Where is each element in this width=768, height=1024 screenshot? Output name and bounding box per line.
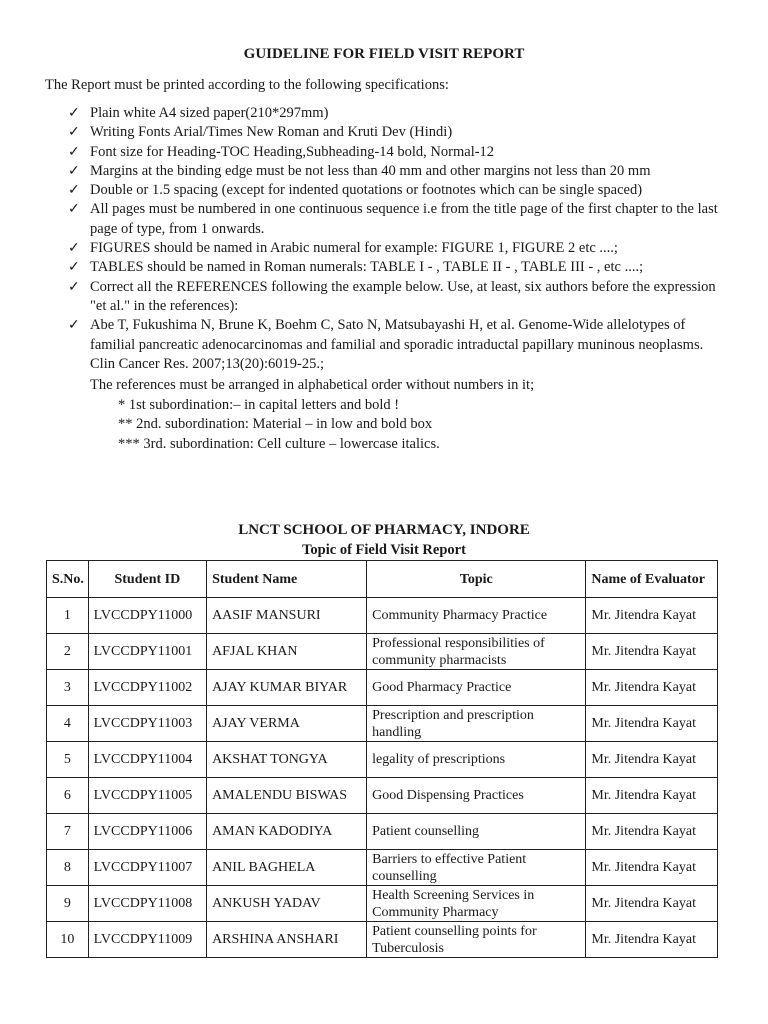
list-item: ✓ Abe T, Fukushima N, Brune K, Boehm C, Sato N, Matsubayashi H, et al. Genome-Wide allelotypes of familial pancreatic adenocarcinomas and familial and sporadic intraductal papillary muninous neoplasms. Clin Cancer Res. 2007;13(20):6019-25.; xyxy=(68,317,704,372)
checkmark-icon: ✓ xyxy=(68,202,80,218)
header-student-id: Student ID xyxy=(88,561,206,598)
cell-sno: 2 xyxy=(47,634,89,670)
cell-topic: Patient counselling points for Tuberculosis xyxy=(367,922,586,958)
intro-text: The Report must be printed according to the following specifications: xyxy=(45,77,449,93)
cell-student-name: AMAN KADODIYA xyxy=(207,814,367,850)
checkmark-icon: ✓ xyxy=(68,318,80,334)
cell-student-name: ARSHINA ANSHARI xyxy=(207,922,367,958)
list-item: ✓ Writing Fonts Arial/Times New Roman and Kruti Dev (Hindi) xyxy=(68,123,728,142)
cell-evaluator: Mr. Jitendra Kayat xyxy=(586,778,718,814)
checkmark-icon: ✓ xyxy=(68,241,80,257)
cell-sno: 4 xyxy=(47,706,89,742)
cell-evaluator: Mr. Jitendra Kayat xyxy=(586,850,718,886)
table-row xyxy=(47,850,718,886)
checkmark-icon: ✓ xyxy=(68,125,80,141)
checkmark-icon: ✓ xyxy=(68,260,80,276)
cell-topic: Professional responsibilities of community pharmacists xyxy=(367,634,586,670)
cell-sno: 9 xyxy=(47,886,89,922)
cell-topic: legality of prescriptions xyxy=(367,742,586,778)
cell-student-id: LVCCDPY11008 xyxy=(88,886,206,922)
header-student-name: Student Name xyxy=(207,561,367,598)
cell-topic: Good Dispensing Practices xyxy=(367,778,586,814)
checkmark-icon: ✓ xyxy=(68,183,80,199)
subordination-2: ** 2nd. subordination: Material – in low and bold box xyxy=(118,416,433,432)
list-item: ✓ Double or 1.5 spacing (except for indented quotations or footnotes which can be single spaced) xyxy=(68,181,728,200)
header-evaluator: Name of Evaluator xyxy=(586,561,718,598)
checkmark-icon: ✓ xyxy=(68,144,80,160)
cell-student-name: AJAY VERMA xyxy=(207,706,367,742)
cell-topic: Barriers to effective Patient counselling xyxy=(367,850,586,886)
cell-student-id: LVCCDPY11000 xyxy=(88,598,206,634)
list-item: ✓ Plain white A4 sized paper(210*297mm) xyxy=(68,104,728,123)
cell-evaluator: Mr. Jitendra Kayat xyxy=(586,742,718,778)
cell-sno: 10 xyxy=(47,922,89,958)
table-row xyxy=(47,922,718,958)
cell-evaluator: Mr. Jitendra Kayat xyxy=(586,814,718,850)
cell-topic: Patient counselling xyxy=(367,814,586,850)
cell-evaluator: Mr. Jitendra Kayat xyxy=(586,634,718,670)
table-row xyxy=(47,598,718,634)
header-sno: S.No. xyxy=(47,561,89,598)
specification-list xyxy=(68,104,728,374)
cell-sno: 5 xyxy=(47,742,89,778)
cell-student-name: AASIF MANSURI xyxy=(207,598,367,634)
cell-topic: Health Screening Services in Community Pharmacy xyxy=(367,886,586,922)
checkmark-icon: ✓ xyxy=(68,163,80,179)
table-row xyxy=(47,706,718,742)
checkmark-icon: ✓ xyxy=(68,279,80,295)
cell-student-id: LVCCDPY11001 xyxy=(88,634,206,670)
page-title: GUIDELINE FOR FIELD VISIT REPORT xyxy=(243,46,525,62)
field-visit-table xyxy=(46,560,718,958)
table-header-row xyxy=(47,561,718,598)
list-item: ✓ All pages must be numbered in one continuous sequence i.e from the title page of the first chapter to the last page of type, from 1 onwards. xyxy=(68,201,718,237)
cell-topic: Good Pharmacy Practice xyxy=(367,670,586,706)
cell-student-name: ANKUSH YADAV xyxy=(207,886,367,922)
table-row xyxy=(47,814,718,850)
cell-student-name: AMALENDU BISWAS xyxy=(207,778,367,814)
list-item: ✓ TABLES should be named in Roman numerals: TABLE I - , TABLE II - , TABLE III - , etc ....; xyxy=(68,258,728,277)
list-item: ✓ FIGURES should be named in Arabic numeral for example: FIGURE 1, FIGURE 2 etc ....; xyxy=(68,239,728,258)
table-row xyxy=(47,634,718,670)
list-item: ✓ Font size for Heading-TOC Heading,Subheading-14 bold, Normal-12 xyxy=(68,143,728,162)
table-row xyxy=(47,670,718,706)
table-row xyxy=(47,886,718,922)
subordination-3: *** 3rd. subordination: Cell culture – lowercase italics. xyxy=(118,435,440,452)
cell-evaluator: Mr. Jitendra Kayat xyxy=(586,670,718,706)
table-title: Topic of Field Visit Report xyxy=(302,542,466,558)
cell-sno: 3 xyxy=(47,670,89,706)
subordination-1: * 1st subordination:– in capital letters and bold ! xyxy=(118,396,400,413)
table-row xyxy=(47,742,718,778)
cell-student-id: LVCCDPY11004 xyxy=(88,742,206,778)
cell-student-name: ANIL BAGHELA xyxy=(207,850,367,886)
cell-student-name: AKSHAT TONGYA xyxy=(207,742,367,778)
cell-sno: 8 xyxy=(47,850,89,886)
cell-evaluator: Mr. Jitendra Kayat xyxy=(586,922,718,958)
list-item: ✓ Correct all the REFERENCES following the example below. Use, at least, six authors before the expression "et al." in the references): xyxy=(68,278,716,314)
cell-sno: 7 xyxy=(47,814,89,850)
cell-student-name: AJAY KUMAR BIYAR xyxy=(207,670,367,706)
cell-topic: Prescription and prescription handling xyxy=(367,706,586,742)
references-note-block xyxy=(90,376,534,454)
header-topic: Topic xyxy=(367,561,586,598)
cell-sno: 6 xyxy=(47,778,89,814)
cell-student-id: LVCCDPY11003 xyxy=(88,706,206,742)
list-item: ✓ Margins at the binding edge must be not less than 40 mm and other margins not less than 20 mm xyxy=(68,162,728,181)
cell-student-id: LVCCDPY11005 xyxy=(88,778,206,814)
cell-student-id: LVCCDPY11006 xyxy=(88,814,206,850)
cell-evaluator: Mr. Jitendra Kayat xyxy=(586,886,718,922)
cell-sno: 1 xyxy=(47,598,89,634)
cell-student-id: LVCCDPY11002 xyxy=(88,670,206,706)
cell-student-name: AFJAL KHAN xyxy=(207,634,367,670)
checkmark-icon: ✓ xyxy=(68,106,80,121)
cell-topic: Community Pharmacy Practice xyxy=(367,598,586,634)
cell-evaluator: Mr. Jitendra Kayat xyxy=(586,598,718,634)
table-row xyxy=(47,778,718,814)
cell-student-id: LVCCDPY11009 xyxy=(88,922,206,958)
cell-evaluator: Mr. Jitendra Kayat xyxy=(586,706,718,742)
references-note: The references must be arranged in alphabetical order without numbers in it; xyxy=(90,377,535,393)
school-name: LNCT SCHOOL OF PHARMACY, INDORE xyxy=(238,522,530,538)
cell-student-id: LVCCDPY11007 xyxy=(88,850,206,886)
